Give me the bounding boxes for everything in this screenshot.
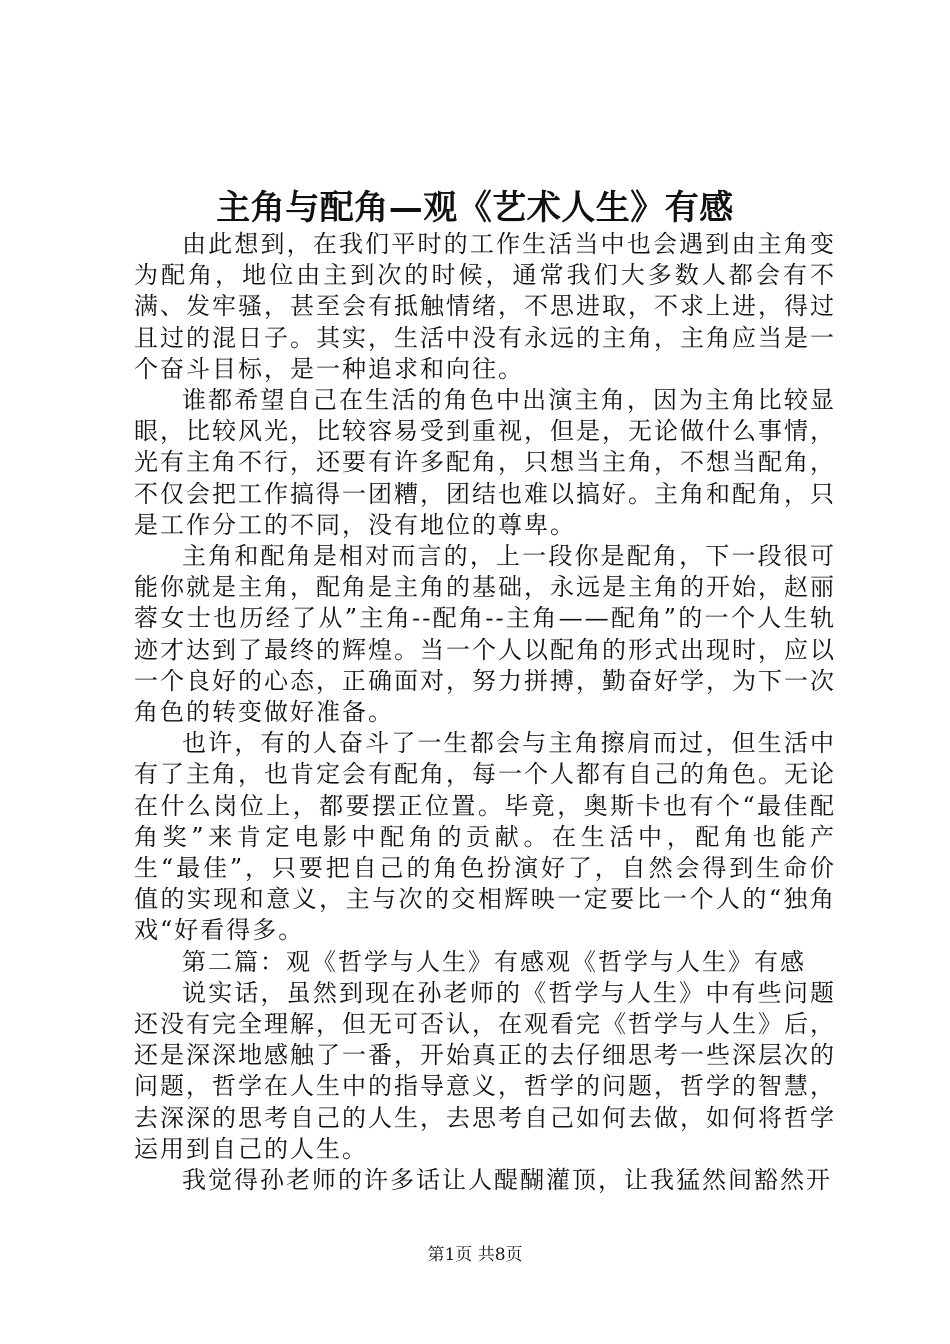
document-body (134, 229, 836, 1196)
paragraph: 我觉得孙老师的许多话让人醍醐灌顶，让我猛然间豁然开 (182, 1166, 832, 1195)
paragraph: 说实话，虽然到现在孙老师的《哲学与人生》中有些问题还没有完全理解，但无可否认，在观看完《哲学与人生》后，还是深深地感触了一番，开始真正的去仔细思考一些深层次的问题，哲学在人生中的指导意义，哲学的问题，哲学的智慧，去深深的思考自己的人生，去思考自己如何去做，如何将哲学运用到自己的人生。 (134, 978, 836, 1163)
paragraph: 谁都希望自己在生活的角色中出演主角，因为主角比较显眼，比较风光，比较容易受到重视，但是，无论做什么事情，光有主角不行，还要有许多配角，只想当主角，不想当配角，不仅会把工作搞得一团糟，团结也难以搞好。主角和配角，只是工作分工的不同，没有地位的尊卑。 (134, 386, 836, 539)
section-heading: 第二篇：观《哲学与人生》有感观《哲学与人生》有感 (182, 947, 806, 976)
paragraph: 由此想到，在我们平时的工作生活当中也会遇到由主角变为配角，地位由主到次的时候，通常我们大多数人都会有不满、发牢骚，甚至会有抵触情绪，不思进取，不求上进，得过且过的混日子。其实，生活中没有永远的主角，主角应当是一个奋斗目标，是一种追求和向往。 (134, 230, 836, 383)
paragraph: 主角和配角是相对而言的，上一段你是配角，下一段很可能你就是主角，配角是主角的基础，永远是主角的开始，赵丽蓉女士也历经了从”主角--配角--主角——配角”的一个人生轨迹才达到了最终的辉煌。当一个人以配角的形式出现时，应以一个良好的心态，正确面对，努力拼搏，勤奋好学，为下一次角色的转变做好准备。 (134, 542, 836, 727)
page-number-footer: 第1页 共8页 (427, 1245, 523, 1265)
paragraph: 也许，有的人奋斗了一生都会与主角擦肩而过，但生活中有了主角，也肯定会有配角，每一个人都有自己的角色。无论在什么岗位上，都要摆正位置。毕竟，奥斯卡也有个“最佳配角奖”来肯定电影中配角的贡献。在生活中，配角也能产生“最佳”，只要把自己的角色扮演好了，自然会得到生命价值的实现和意义，主与次的交相辉映一定要比一个人的“独角戏“好看得多。 (134, 729, 836, 945)
document-title: 主角与配角—观《艺术人生》有感 (216, 188, 734, 228)
